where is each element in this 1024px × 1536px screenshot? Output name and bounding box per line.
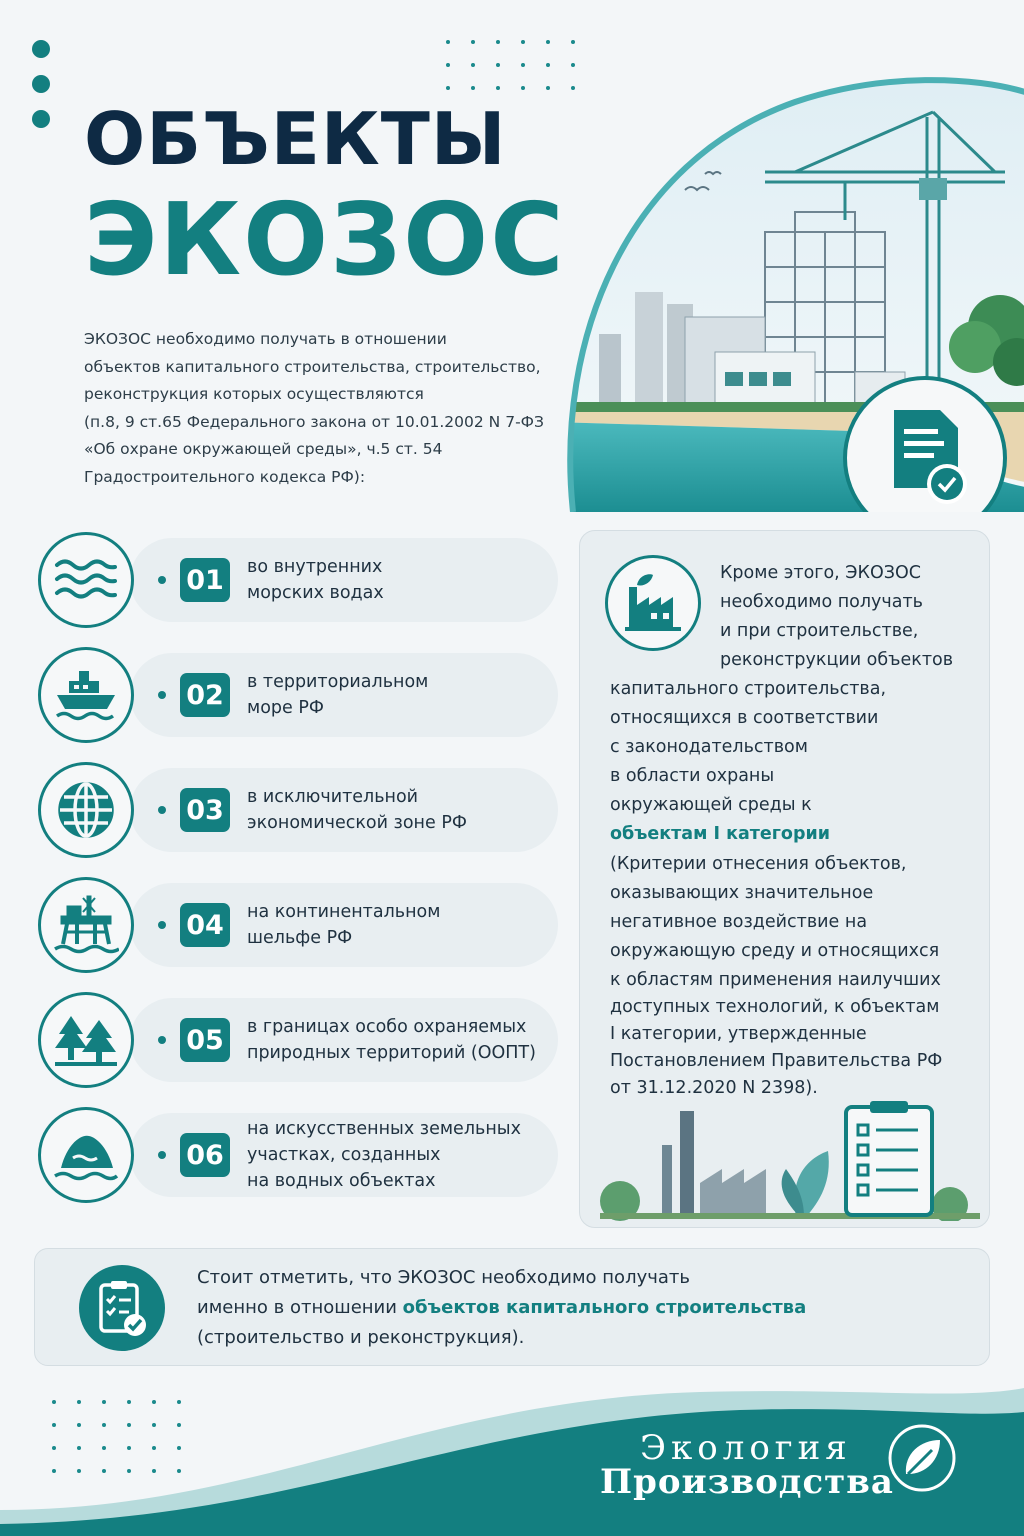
side-text-line: и при строительстве, — [720, 621, 919, 641]
item-number: 04 — [180, 903, 230, 947]
item-text-line: в территориальном — [247, 672, 429, 692]
note-card — [34, 1248, 990, 1366]
side-text-line: капитального строительства, — [610, 679, 887, 699]
side-text-line: необходимо получать — [720, 592, 923, 612]
note-text — [197, 1263, 806, 1353]
list-item — [38, 532, 558, 628]
island-icon — [38, 1107, 134, 1203]
item-text — [247, 647, 552, 743]
note-line — [197, 1293, 806, 1323]
intro-line: реконструкция которых осуществляются — [84, 385, 424, 404]
waves-icon — [38, 532, 134, 628]
intro-paragraph — [84, 326, 554, 492]
side-text-line: доступных технологий, к объектам — [610, 997, 940, 1017]
item-text — [247, 1107, 552, 1203]
item-text-line: море РФ — [247, 698, 324, 718]
intro-line: (п.8, 9 ст.65 Федерального закона от 10.01.2002 N 7-ФЗ — [84, 412, 544, 431]
side-highlight-text: объектам I категории — [610, 824, 831, 844]
bullet-dot — [158, 1151, 166, 1159]
note-highlight: объектов капитального строительства — [402, 1297, 807, 1318]
page-title-line2: ЭКОЗОС — [84, 181, 566, 298]
item-text-line: в границах особо охраняемых — [247, 1017, 527, 1037]
item-text-line: во внутренних — [247, 557, 383, 577]
leaf-icon — [886, 1422, 958, 1494]
list-item — [38, 1107, 558, 1203]
item-text-line: на искусственных земельных — [247, 1119, 521, 1139]
side-text-line: Кроме этого, ЭКОЗОС — [720, 563, 921, 583]
side-text-line: I категории, утвержденные — [610, 1024, 867, 1044]
item-text-line: природных территорий (ООПТ) — [247, 1043, 536, 1063]
side-text-line: (Критерии отнесения объектов, — [610, 854, 907, 874]
side-text-line: реконструкции объектов — [720, 650, 954, 670]
list-item — [38, 647, 558, 743]
logo-text-top: Экология — [640, 1428, 852, 1468]
intro-line: Градостроительного кодекса РФ): — [84, 467, 366, 486]
side-text-line: от 31.12.2020 N 2398). — [610, 1078, 818, 1098]
item-number: 03 — [180, 788, 230, 832]
factory-clipboard-illustration — [600, 1101, 980, 1221]
item-number: 01 — [180, 558, 230, 602]
bullet-dot — [158, 576, 166, 584]
side-text-line: Постановлением Правительства РФ — [610, 1051, 943, 1071]
item-text-line: морских водах — [247, 583, 384, 603]
side-text-line: к областям применения наилучших — [610, 970, 941, 990]
logo-text-bottom: Производства — [600, 1462, 894, 1502]
note-line: (строительство и реконструкция). — [197, 1327, 525, 1348]
note-line: Стоит отметить, что ЭКОЗОС необходимо получать — [197, 1267, 690, 1288]
side-text-line: оказывающих значительное — [610, 883, 874, 903]
item-text-line: в исключительной — [247, 787, 419, 807]
decorative-dot-grid-bottom — [52, 1400, 181, 1473]
globe-icon — [38, 762, 134, 858]
ship-icon — [38, 647, 134, 743]
list-item — [38, 877, 558, 973]
item-number: 05 — [180, 1018, 230, 1062]
item-text-line: на континентальном — [247, 902, 441, 922]
item-text — [247, 532, 552, 628]
side-text-line: окружающую среду и относящихся — [610, 941, 940, 961]
hero-construction-illustration — [555, 72, 1024, 512]
item-number: 06 — [180, 1133, 230, 1177]
clipboard-icon — [846, 1101, 932, 1215]
bullet-dot — [158, 806, 166, 814]
side-text-line: с законодательством — [610, 737, 808, 757]
oil-platform-icon — [38, 877, 134, 973]
item-text — [247, 877, 552, 973]
list-item — [38, 762, 558, 858]
side-text-line: окружающей среды к — [610, 795, 812, 815]
forest-icon — [38, 992, 134, 1088]
note-line-prefix: именно в отношении — [197, 1297, 403, 1318]
item-text-line: шельфе РФ — [247, 928, 353, 948]
factory-leaf-icon — [605, 555, 701, 651]
item-text — [247, 992, 552, 1088]
decorative-dots-vertical — [32, 40, 50, 145]
intro-line: ЭКОЗОС необходимо получать в отношении — [84, 330, 447, 348]
page-title-line1: ОБЪЕКТЫ — [84, 97, 507, 181]
item-number: 02 — [180, 673, 230, 717]
clipboard-check-icon — [79, 1265, 165, 1351]
intro-line: «Об охране окружающей среды», ч.5 ст. 54 — [84, 440, 443, 459]
side-info-card — [579, 530, 990, 1228]
item-text-line: на водных объектах — [247, 1171, 436, 1191]
side-text-line: относящихся в соответствии — [610, 708, 879, 728]
bullet-dot — [158, 921, 166, 929]
side-text-line: в области охраны — [610, 766, 775, 786]
item-text — [247, 762, 552, 858]
intro-line: объектов капитального строительства, строительство, — [84, 357, 541, 376]
side-text-line: негативное воздействие на — [610, 912, 868, 932]
item-text-line: экономической зоне РФ — [247, 813, 467, 833]
list-item — [38, 992, 558, 1088]
item-text-line: участках, созданных — [247, 1145, 441, 1165]
bullet-dot — [158, 691, 166, 699]
bullet-dot — [158, 1036, 166, 1044]
